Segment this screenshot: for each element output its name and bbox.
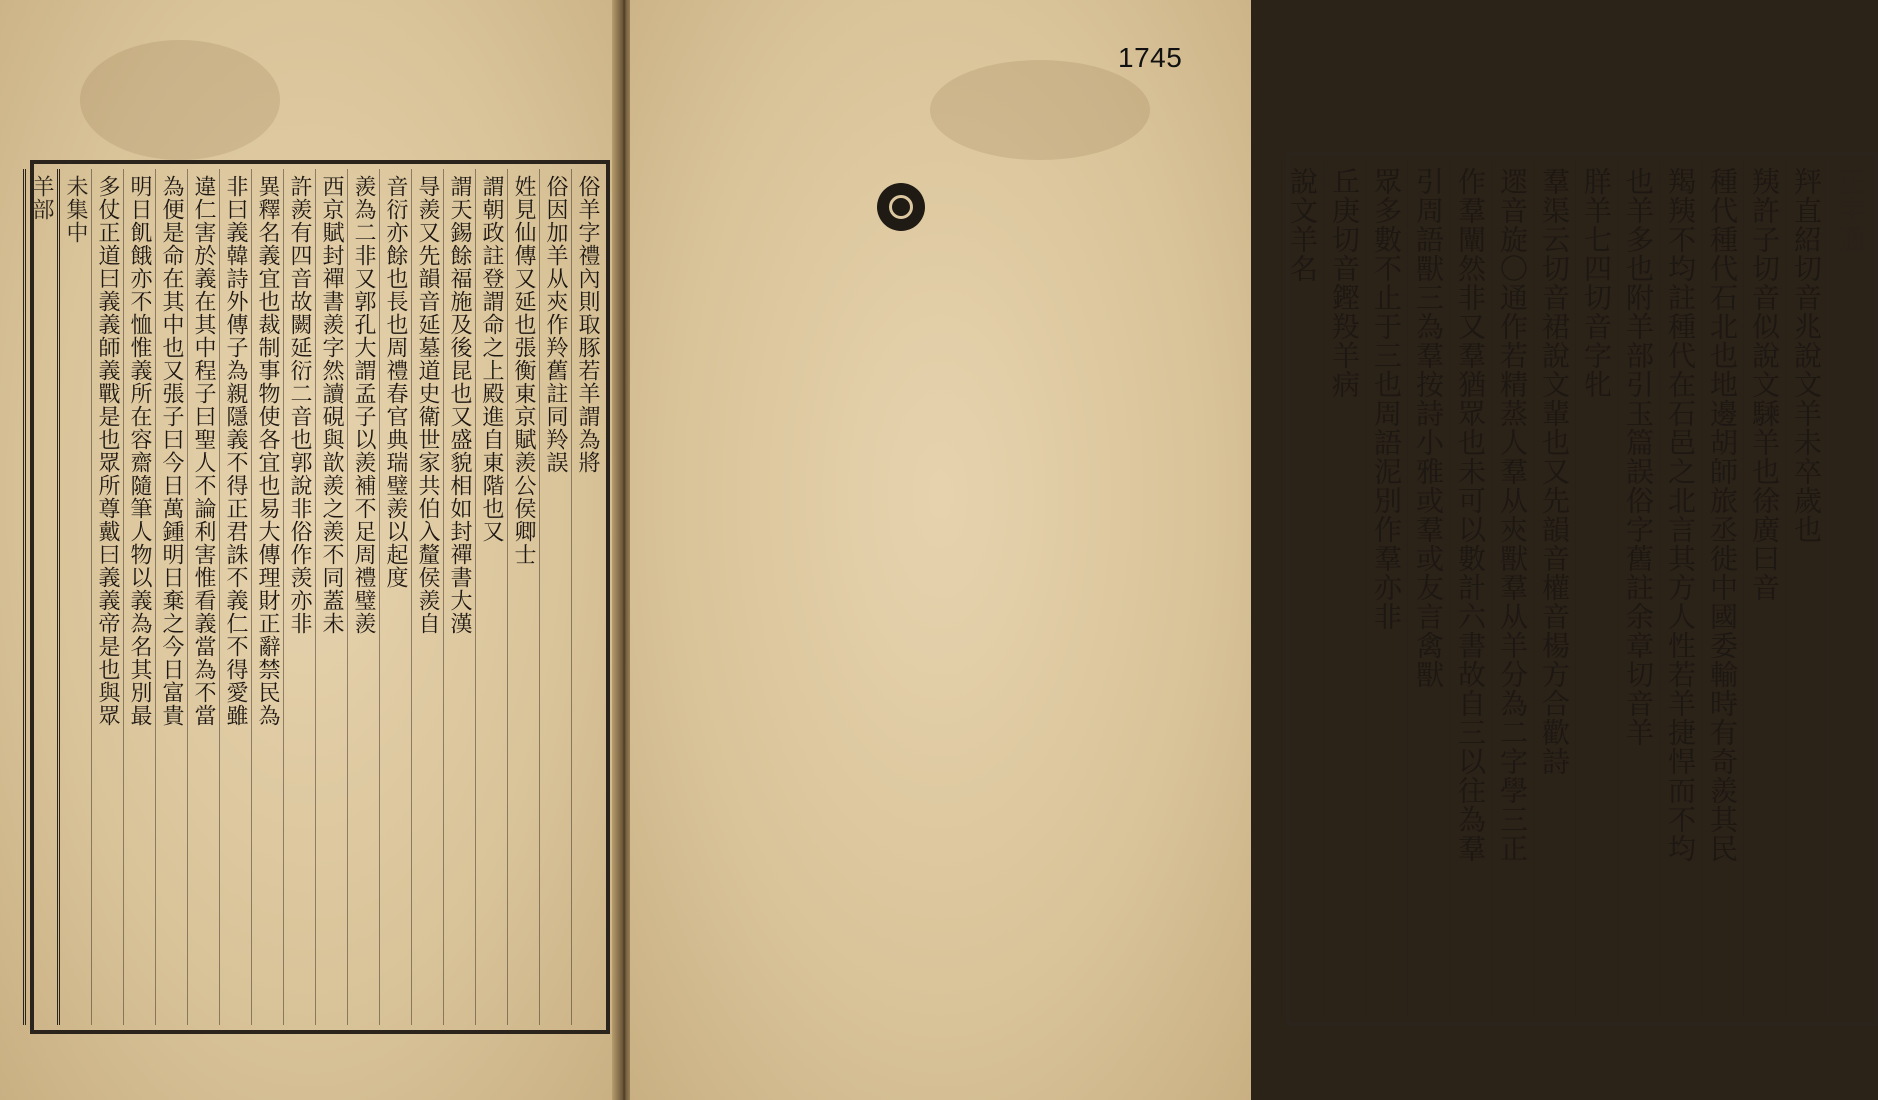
- text-column: 䍬直紹切音兆說文羊未卒歲也: [1785, 161, 1827, 1017]
- text-column: 羨為二非又郭孔大謂孟子以羨補不足周禮璧羨: [347, 169, 379, 1025]
- text-column: 謂朝政註登謂命之上殿進自東階也又: [475, 169, 507, 1025]
- year-label: 1745: [1118, 42, 1183, 73]
- text-column: 羠許子切音似說文騬羊也徐廣曰音: [1743, 161, 1785, 1017]
- text-column: 姓見仙傳又延也張衡東京賦羨公侯卿士: [507, 169, 539, 1025]
- text-column: 許羨有四音故闕延衍二音也郭說非俗作羡亦非: [283, 169, 315, 1025]
- text-column: 俗因加羊从㚒作羚舊註同羚誤: [539, 169, 571, 1025]
- margin-volume: 未集中: [57, 169, 91, 1025]
- right-text-columns: [1286, 161, 1871, 1017]
- paper-stain: [930, 60, 1150, 160]
- text-column: 謂天錫餘福施及後昆也又盛貌相如封禪書大漢: [443, 169, 475, 1025]
- text-column: 㝵羨又先韻音延墓道史衛世家共伯入釐侯羨自: [411, 169, 443, 1025]
- text-column: 俗羊字禮內則取豚若羊謂為將: [571, 169, 603, 1025]
- right-text-frame: [1286, 152, 1878, 1026]
- text-column: 多仗正道曰義義師義戰是也眾所尊戴曰義義帝是也與眾: [91, 169, 123, 1025]
- text-column: 為便是命在其中也又張子曰今日萬鍾明日棄之今日富貴: [155, 169, 187, 1025]
- left-page: [0, 0, 618, 1100]
- text-column: 音衍亦餘也長也周禮春官典瑞璧羨以起度: [379, 169, 411, 1025]
- text-column: 種代種代石北也地邊胡師旅丞徙中國委輸時有奇羨其民: [1701, 161, 1743, 1017]
- text-column: 羘羊七四切音字牝: [1575, 161, 1617, 1017]
- paper-stain: [80, 40, 280, 160]
- text-column: 異釋名義宜也裁制事物使各宜也易大傳理財正辭禁民為: [251, 169, 283, 1025]
- text-column: 羯羠不均註種代在石邑之北言其方人性若羊捷悍而不均: [1659, 161, 1701, 1017]
- text-column: 引周語獸三為羣按詩小雅或羣或友言禽獸: [1407, 161, 1449, 1017]
- left-text-columns: [29, 169, 603, 1025]
- text-column: 遝音旋〇通作若精蒸人羣从㚒獸羣从羊分為二字學三正: [1491, 161, 1533, 1017]
- text-column: 作羣闡然非又羣猶眾也未可以數計六書故自三以往為羣: [1449, 161, 1491, 1017]
- left-text-frame: [30, 160, 610, 1034]
- text-column: 非曰義韓詩外傳子為親隱義不得正君誅不義仁不得愛雖: [219, 169, 251, 1025]
- margin-section: 羊部: [23, 169, 57, 1025]
- text-column: 眾多數不止于三也周語泥別作羣亦非: [1365, 161, 1407, 1017]
- circle-mark-icon: [877, 183, 925, 231]
- text-column: 違仁害於義在其中程子曰聖人不論利害惟看義當為不當: [187, 169, 219, 1025]
- text-column: 丘庚切音鏗羖羊病: [1323, 161, 1365, 1017]
- text-column: 羣渠云切音裙說文輩也又先韻音權音楊方合歡詩: [1533, 161, 1575, 1017]
- right-page: [630, 0, 1867, 1100]
- text-column: 西京賦封禪書羨字然讀硯與歆羨之羨不同蓋未: [315, 169, 347, 1025]
- text-column: 明日飢餓亦不恤惟義所在容齋隨筆人物以義為名其別最: [123, 169, 155, 1025]
- margin-title: 正字通: [1827, 161, 1871, 1017]
- text-column: 也羊多也附羊部引玉篇誤俗字舊註余章切音羊: [1617, 161, 1659, 1017]
- text-column: 說文羊名: [1281, 161, 1323, 1017]
